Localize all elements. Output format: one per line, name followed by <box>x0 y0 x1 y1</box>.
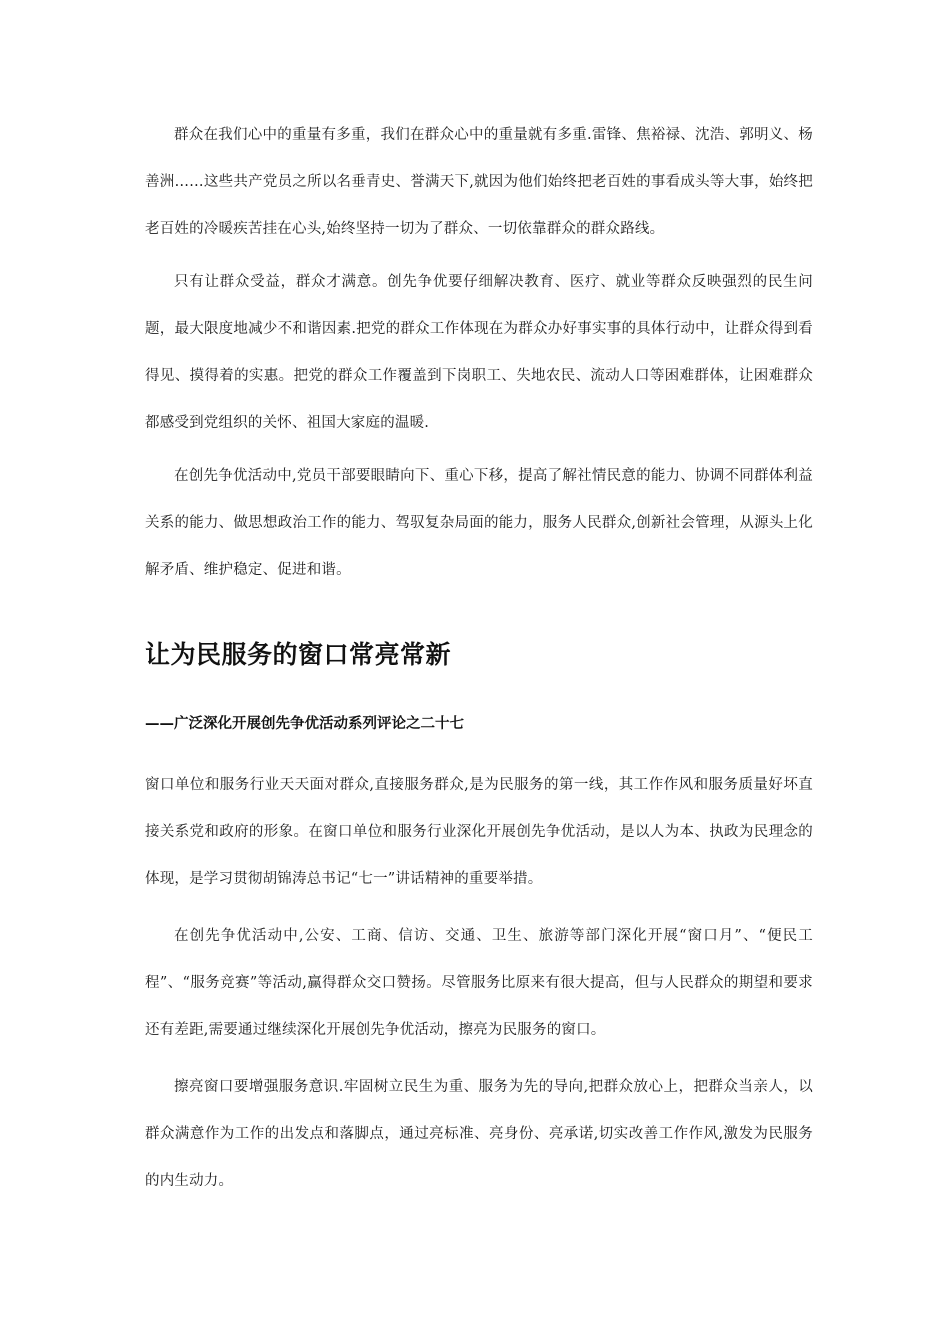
document-page <box>145 112 813 1205</box>
paragraph-party-cadres: 在创先争优活动中,党员干部要眼睛向下、重心下移，提高了解社情民意的能力、协调不同群体利益关系的能力、做思想政治工作的能力、驾驭复杂局面的能力，服务人民群众,创新社会管理，从源头上化解矛盾、维护稳定、促进和谐。 <box>145 468 813 578</box>
paragraph-window-units: 窗口单位和服务行业天天面对群众,直接服务群众,是为民服务的第一线，其工作作风和服务质量好坏直接关系党和政府的形象。在窗口单位和服务行业深化开展创先争优活动，是以人为本、执政为民理念的体现，是学习贯彻胡锦涛总书记“七一”讲话精神的重要举措。 <box>145 777 813 887</box>
paragraph-window-activities: 在创先争优活动中,公安、工商、信访、交通、卫生、旅游等部门深化开展“窗口月”、“便民工程”、“服务竞赛”等活动,赢得群众交口赞扬。尽管服务比原来有很大提高，但与人民群众的期望和要求还有差距,需要通过继续深化开展创先争优活动，擦亮为民服务的窗口。 <box>145 928 813 1038</box>
paragraph-service-awareness: 擦亮窗口要增强服务意识.牢固树立民生为重、服务为先的导向,把群众放心上，把群众当亲人，以群众满意作为工作的出发点和落脚点，通过亮标准、亮身份、亮承诺,切实改善工作作风,激发为民服务的内生动力。 <box>145 1079 813 1189</box>
paragraph-masses-benefit: 只有让群众受益，群众才满意。创先争优要仔细解决教育、医疗、就业等群众反映强烈的民生问题，最大限度地减少不和谐因素.把党的群众工作体现在为群众办好事实事的具体行动中，让群众得到看得见、摸得着的实惠。把党的群众工作覆盖到下岗职工、失地农民、流动人口等困难群体，让困难群众都感受到党组织的关怀、祖国大家庭的温暖. <box>145 274 813 431</box>
paragraph-masses-weight: 群众在我们心中的重量有多重，我们在群众心中的重量就有多重.雷锋、焦裕禄、沈浩、郭明义、杨善洲……这些共产党员之所以名垂青史、誉满天下,就因为他们始终把老百姓的事看成头等大事，始终把老百姓的冷暖疾苦挂在心头,始终坚持一切为了群众、一切依靠群众的群众路线。 <box>145 127 813 237</box>
article-subtitle: ——广泛深化开展创先争优活动系列评论之二十七 <box>145 716 464 732</box>
article-title: 让为民服务的窗口常亮常新 <box>145 640 452 669</box>
